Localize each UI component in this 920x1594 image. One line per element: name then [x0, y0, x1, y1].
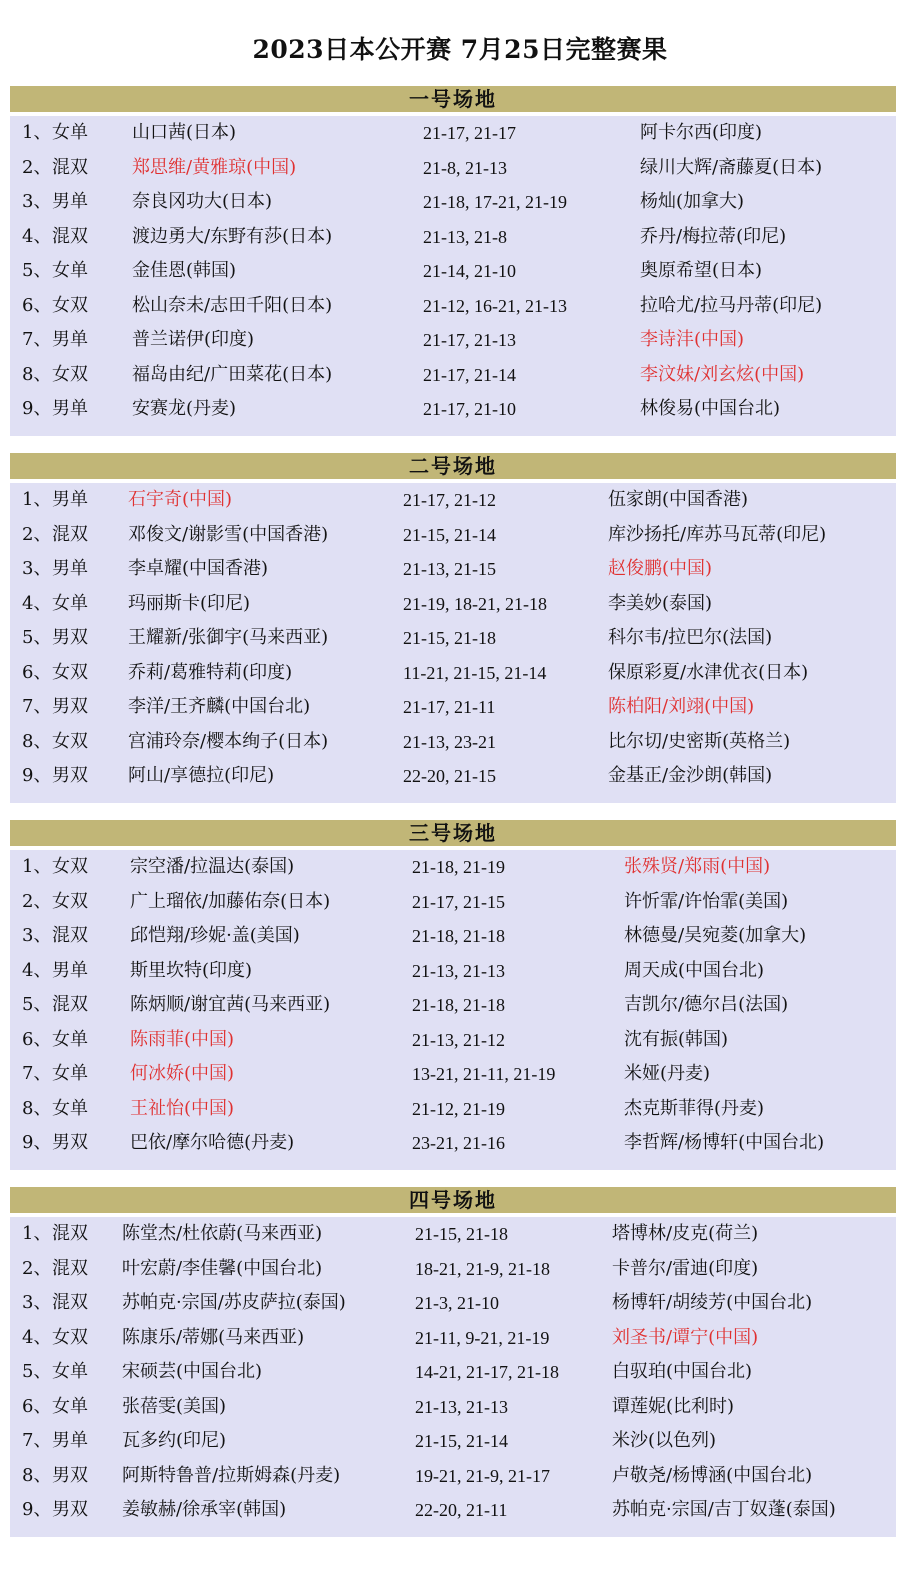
match-row: [10, 954, 896, 989]
player-two: 李美妙(泰国): [608, 592, 713, 614]
match-score: 21-13, 21-8: [423, 226, 507, 247]
player-one: 松山奈未/志田千阳(日本): [132, 294, 333, 316]
player-two: 库沙扬托/库苏马瓦蒂(印尼): [608, 523, 827, 545]
match-score: 21-12, 21-19: [412, 1098, 505, 1119]
match-score: 21-13, 21-12: [412, 1029, 505, 1050]
match-event: 混双: [52, 225, 88, 247]
match-row: [10, 392, 896, 427]
player-two: 李汶妹/刘玄炫(中国): [640, 363, 805, 385]
player-two: 杰克斯菲得(丹麦): [624, 1097, 765, 1119]
player-one: 渡边勇大/东野有莎(日本): [132, 225, 333, 247]
player-two: 吉凯尔/德尔吕(法国): [624, 994, 789, 1015]
match-number: 7、: [22, 696, 52, 717]
match-list: [10, 1217, 896, 1537]
match-score: 21-14, 21-10: [423, 261, 516, 281]
player-two: 谭莲妮(比利时): [612, 1395, 735, 1417]
match-row: [10, 1321, 896, 1356]
player-one: 山口茜(日本): [132, 122, 237, 143]
match-number: 2、: [22, 156, 52, 178]
player-two: 阿卡尔西(印度): [640, 122, 763, 143]
match-row: [10, 1126, 896, 1161]
match-row: [10, 725, 896, 760]
match-row: [10, 587, 896, 622]
player-two: 保原彩夏/水津优衣(日本): [608, 661, 809, 683]
match-score: 14-21, 21-17, 21-18: [415, 1362, 559, 1382]
match-score: 21-17, 21-11: [403, 697, 496, 717]
match-event: 女单: [52, 1063, 88, 1084]
match-row: [10, 759, 896, 794]
match-score: 21-19, 18-21, 21-18: [403, 593, 547, 614]
player-one: 广上瑠依/加藤佑奈(日本): [130, 890, 331, 912]
match-score: 21-15, 21-14: [403, 524, 496, 545]
player-two: 林德曼/吴宛菱(加拿大): [624, 925, 807, 946]
player-one: 宗空潘/拉温达(泰国): [130, 856, 295, 877]
match-number: 6、: [22, 294, 52, 316]
match-row: [10, 1023, 896, 1058]
match-number: 8、: [22, 363, 52, 385]
match-event: 混双: [52, 1257, 88, 1279]
match-number: 4、: [22, 225, 52, 247]
match-score: 21-18, 21-18: [412, 995, 505, 1015]
player-one: 陈雨菲(中国): [130, 1028, 235, 1050]
player-two: 金基正/金沙朗(韩国): [608, 765, 773, 786]
match-row: [10, 1459, 896, 1494]
match-score: 21-15, 21-18: [415, 1224, 508, 1244]
player-two: 张殊贤/郑雨(中国): [624, 856, 771, 877]
match-score: 21-15, 21-14: [415, 1431, 508, 1451]
match-row: [10, 1092, 896, 1127]
match-number: 2、: [22, 890, 52, 912]
match-row: [10, 116, 896, 151]
court-section: [10, 820, 896, 1170]
match-number: 3、: [22, 191, 52, 212]
player-one: 邓俊文/谢影雪(中国香港): [128, 523, 329, 545]
match-score: 21-17, 21-12: [403, 490, 496, 510]
match-row: [10, 1493, 896, 1528]
match-number: 3、: [22, 558, 52, 579]
match-event: 混双: [52, 994, 88, 1015]
match-number: 8、: [22, 730, 52, 752]
match-number: 5、: [22, 994, 52, 1015]
match-score: 21-17, 21-13: [423, 330, 516, 350]
player-one: 何冰娇(中国): [130, 1063, 235, 1084]
match-score: 21-17, 21-14: [423, 364, 516, 385]
match-number: 7、: [22, 1430, 52, 1451]
player-one: 王祉怡(中国): [130, 1097, 235, 1119]
court-title: 一号场地: [10, 86, 896, 112]
player-one: 张蓓雯(美国): [122, 1395, 227, 1417]
match-number: 1、: [22, 856, 52, 877]
match-score: 19-21, 21-9, 21-17: [415, 1465, 550, 1486]
match-number: 4、: [22, 1326, 52, 1348]
player-two: 绿川大辉/斋藤夏(日本): [640, 156, 823, 178]
match-event: 混双: [52, 1292, 88, 1313]
match-row: [10, 1390, 896, 1425]
match-number: 5、: [22, 1361, 52, 1382]
match-score: 21-13, 21-15: [403, 559, 496, 579]
match-number: 6、: [22, 1395, 52, 1417]
player-two: 李诗沣(中国): [640, 329, 745, 350]
match-score: 21-18, 21-18: [412, 926, 505, 946]
match-row: [10, 1286, 896, 1321]
match-score: 21-18, 21-19: [412, 857, 505, 877]
match-score: 21-8, 21-13: [423, 157, 507, 178]
match-event: 女双: [52, 890, 88, 912]
court-title: 四号场地: [10, 1187, 896, 1213]
match-score: 21-13, 23-21: [403, 731, 496, 752]
match-score: 21-15, 21-18: [403, 628, 496, 648]
match-event: 女单: [52, 1097, 88, 1119]
player-two: 周天成(中国台北): [624, 959, 765, 981]
match-row: [10, 885, 896, 920]
player-one: 陈堂杰/杜依蔚(马来西亚): [122, 1223, 323, 1244]
player-one: 陈康乐/蒂娜(马来西亚): [122, 1326, 305, 1348]
player-one: 郑思维/黄雅琼(中国): [132, 156, 297, 178]
match-list: [10, 116, 896, 436]
match-row: [10, 518, 896, 553]
match-event: 混双: [52, 523, 88, 545]
player-one: 玛丽斯卡(印尼): [128, 592, 251, 614]
match-score: 21-12, 16-21, 21-13: [423, 295, 567, 316]
player-two: 刘圣书/谭宁(中国): [612, 1326, 759, 1348]
match-event: 男双: [52, 1132, 88, 1153]
match-event: 女双: [52, 856, 88, 877]
match-event: 男单: [52, 959, 88, 981]
player-two: 白驭珀(中国台北): [612, 1361, 753, 1382]
match-event: 男双: [52, 1464, 88, 1486]
court-title: 二号场地: [10, 453, 896, 479]
match-row: [10, 220, 896, 255]
match-number: 1、: [22, 1223, 52, 1244]
player-two: 苏帕克·宗国/吉丁奴蓬(泰国): [612, 1499, 836, 1520]
match-score: 21-17, 21-15: [412, 891, 505, 912]
player-two: 卢敬尧/杨博涵(中国台北): [612, 1464, 813, 1486]
player-one: 阿斯特鲁普/拉斯姆森(丹麦): [122, 1464, 341, 1486]
player-two: 米娅(丹麦): [624, 1063, 711, 1084]
match-row: [10, 621, 896, 656]
player-two: 许忻霏/许怡霏(美国): [624, 890, 789, 912]
match-event: 女单: [52, 1028, 88, 1050]
page-title: 2023日本公开赛 7月25日完整赛果: [252, 35, 668, 64]
match-score: 21-18, 17-21, 21-19: [423, 192, 567, 212]
match-row: [10, 1252, 896, 1287]
player-two: 沈有振(韩国): [624, 1028, 729, 1050]
player-two: 卡普尔/雷迪(印度): [612, 1257, 759, 1279]
player-one: 巴依/摩尔哈德(丹麦): [130, 1132, 295, 1153]
player-two: 陈柏阳/刘翊(中国): [608, 696, 755, 717]
player-two: 拉哈尤/拉马丹蒂(印尼): [640, 294, 823, 316]
player-two: 伍家朗(中国香港): [608, 489, 749, 510]
player-two: 赵俊鹏(中国): [608, 558, 713, 579]
player-one: 陈炳顺/谢宜茜(马来西亚): [130, 994, 331, 1015]
match-list: [10, 483, 896, 803]
match-number: 5、: [22, 260, 52, 281]
player-one: 普兰诺伊(印度): [132, 329, 255, 350]
match-row: [10, 552, 896, 587]
match-row: [10, 151, 896, 186]
match-event: 男双: [52, 765, 88, 786]
player-one: 金佳恩(韩国): [132, 260, 237, 281]
match-score: 21-11, 9-21, 21-19: [415, 1327, 550, 1348]
match-score: 13-21, 21-11, 21-19: [412, 1064, 556, 1084]
player-one: 石宇奇(中国): [128, 489, 233, 510]
court-section: [10, 453, 896, 803]
match-row: [10, 1057, 896, 1092]
player-one: 王耀新/张御宇(马来西亚): [128, 627, 329, 648]
match-number: 4、: [22, 592, 52, 614]
player-two: 塔博林/皮克(荷兰): [612, 1223, 759, 1244]
player-one: 姜敏赫/徐承宰(韩国): [122, 1499, 287, 1520]
match-score: 21-13, 21-13: [412, 960, 505, 981]
court-title: 三号场地: [10, 820, 896, 846]
player-one: 阿山/享德拉(印尼): [128, 765, 275, 786]
match-row: [10, 919, 896, 954]
match-score: 22-20, 21-11: [415, 1500, 508, 1520]
match-event: 女双: [52, 661, 88, 683]
player-one: 乔莉/葛雅特莉(印度): [128, 661, 293, 683]
match-row: [10, 483, 896, 518]
match-row: [10, 850, 896, 885]
match-number: 5、: [22, 627, 52, 648]
match-row: [10, 1217, 896, 1252]
player-one: 安赛龙(丹麦): [132, 398, 237, 419]
player-one: 宫浦玲奈/樱本绚子(日本): [128, 730, 329, 752]
match-list: [10, 850, 896, 1170]
match-score: 18-21, 21-9, 21-18: [415, 1258, 550, 1279]
match-score: 21-13, 21-13: [415, 1396, 508, 1417]
player-two: 比尔切/史密斯(英格兰): [608, 730, 791, 752]
match-number: 7、: [22, 329, 52, 350]
match-number: 2、: [22, 1257, 52, 1279]
match-event: 男单: [52, 489, 88, 510]
match-event: 女单: [52, 1361, 88, 1382]
match-row: [10, 289, 896, 324]
match-number: 6、: [22, 661, 52, 683]
match-score: 11-21, 21-15, 21-14: [403, 662, 547, 683]
match-score: 21-17, 21-17: [423, 123, 516, 143]
match-event: 女单: [52, 592, 88, 614]
match-event: 女单: [52, 1395, 88, 1417]
match-row: [10, 254, 896, 289]
match-event: 女单: [52, 122, 88, 143]
match-event: 男单: [52, 398, 88, 419]
match-event: 混双: [52, 156, 88, 178]
player-two: 李哲辉/杨博轩(中国台北): [624, 1132, 825, 1153]
match-event: 男单: [52, 329, 88, 350]
match-number: 9、: [22, 398, 52, 419]
match-number: 8、: [22, 1464, 52, 1486]
match-number: 8、: [22, 1097, 52, 1119]
court-section: [10, 86, 896, 436]
match-number: 9、: [22, 765, 52, 786]
match-number: 9、: [22, 1132, 52, 1153]
match-row: [10, 656, 896, 691]
match-event: 男单: [52, 1430, 88, 1451]
match-score: 21-17, 21-10: [423, 399, 516, 419]
match-number: 3、: [22, 1292, 52, 1313]
player-two: 林俊易(中国台北): [640, 398, 781, 419]
match-number: 1、: [22, 489, 52, 510]
match-event: 男单: [52, 191, 88, 212]
player-two: 科尔韦/拉巴尔(法国): [608, 627, 773, 648]
player-one: 苏帕克·宗国/苏皮萨拉(泰国): [122, 1292, 346, 1313]
player-one: 宋硕芸(中国台北): [122, 1361, 263, 1382]
player-one: 斯里坎特(印度): [130, 959, 253, 981]
match-score: 22-20, 21-15: [403, 766, 496, 786]
match-event: 女双: [52, 294, 88, 316]
match-event: 混双: [52, 925, 88, 946]
match-row: [10, 1355, 896, 1390]
match-number: 3、: [22, 925, 52, 946]
player-one: 福岛由纪/广田菜花(日本): [132, 363, 333, 385]
player-one: 瓦多约(印尼): [122, 1430, 227, 1451]
court-section: [10, 1187, 896, 1537]
match-event: 女双: [52, 363, 88, 385]
match-number: 4、: [22, 959, 52, 981]
player-two: 杨灿(加拿大): [640, 191, 745, 212]
player-one: 叶宏蔚/李佳馨(中国台北): [122, 1257, 323, 1279]
player-one: 邱恺翔/珍妮·盖(美国): [130, 925, 300, 946]
match-number: 7、: [22, 1063, 52, 1084]
match-row: [10, 358, 896, 393]
player-two: 米沙(以色列): [612, 1430, 717, 1451]
match-event: 男单: [52, 558, 88, 579]
match-event: 女单: [52, 260, 88, 281]
match-event: 男双: [52, 1499, 88, 1520]
match-score: 23-21, 21-16: [412, 1133, 505, 1153]
match-row: [10, 1424, 896, 1459]
match-event: 男双: [52, 627, 88, 648]
match-event: 女双: [52, 730, 88, 752]
match-row: [10, 323, 896, 358]
match-number: 1、: [22, 122, 52, 143]
match-row: [10, 690, 896, 725]
match-event: 混双: [52, 1223, 88, 1244]
match-row: [10, 988, 896, 1023]
player-two: 乔丹/梅拉蒂(印尼): [640, 225, 787, 247]
match-row: [10, 185, 896, 220]
player-one: 奈良冈功大(日本): [132, 191, 273, 212]
match-score: 21-3, 21-10: [415, 1293, 499, 1313]
match-event: 男双: [52, 696, 88, 717]
match-number: 2、: [22, 523, 52, 545]
match-event: 女双: [52, 1326, 88, 1348]
match-number: 6、: [22, 1028, 52, 1050]
match-number: 9、: [22, 1499, 52, 1520]
player-one: 李洋/王齐麟(中国台北): [128, 696, 311, 717]
player-one: 李卓耀(中国香港): [128, 558, 269, 579]
player-two: 奥原希望(日本): [640, 260, 763, 281]
player-two: 杨博轩/胡绫芳(中国台北): [612, 1292, 813, 1313]
